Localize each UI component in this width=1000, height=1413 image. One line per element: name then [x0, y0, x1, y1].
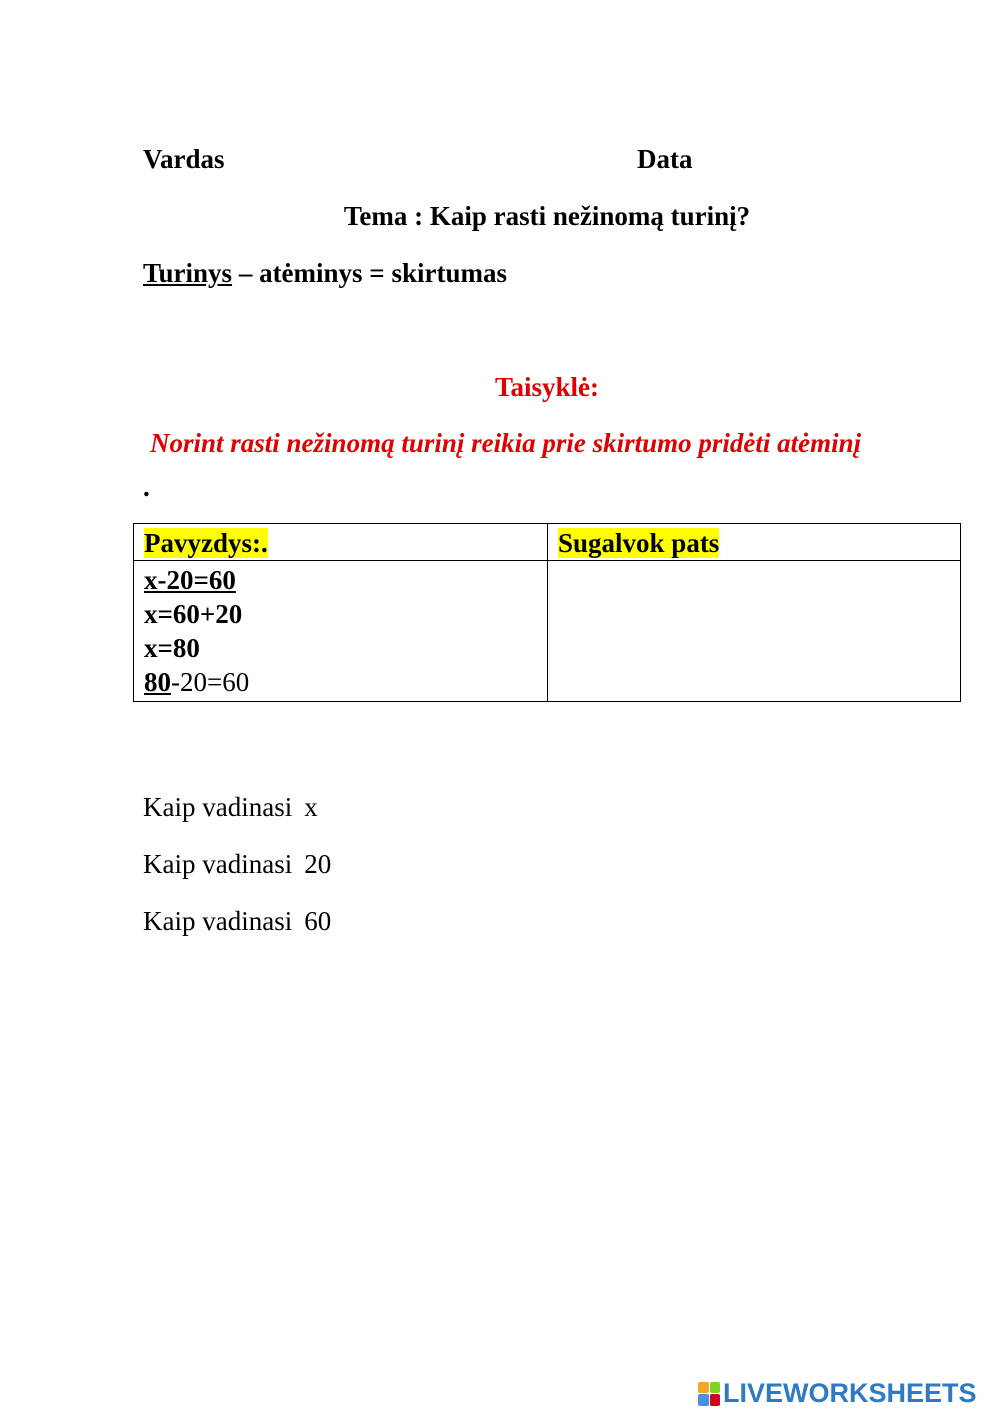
rule-title: Taisyklė: — [494, 372, 600, 402]
liveworksheets-watermark — [698, 1378, 977, 1409]
question-1-value: x — [304, 792, 318, 822]
question-1-label: Kaip vadinasi — [143, 792, 293, 822]
step-line-4-rest: -20=60 — [171, 667, 250, 697]
step-line-4 — [144, 665, 537, 699]
formula-line — [143, 258, 507, 289]
date-label: Data — [637, 144, 693, 174]
example-table — [133, 523, 961, 702]
logo-tile-1 — [698, 1382, 709, 1394]
own-header: Sugalvok pats — [558, 528, 720, 558]
question-3-value: 60 — [304, 906, 332, 936]
logo-tile-2 — [710, 1382, 721, 1394]
rule-text: Norint rasti nežinomą turinį reikia prie skirtumo pridėti atėminį — [150, 428, 862, 458]
liveworksheets-logo-icon — [698, 1382, 720, 1406]
watermark-text: LIVEWORKSHEETS — [723, 1378, 977, 1408]
logo-tile-3 — [698, 1394, 709, 1406]
page-title: Tema : Kaip rasti nežinomą turinį? — [343, 201, 751, 231]
question-2-value: 20 — [304, 849, 332, 879]
example-header: Pavyzdys:. — [144, 528, 268, 558]
question-2-label: Kaip vadinasi — [143, 849, 293, 879]
step-line-3: x=80 — [144, 633, 200, 663]
own-header-cell — [548, 524, 961, 561]
dot-mark: . — [143, 472, 150, 502]
example-header-cell — [134, 524, 548, 561]
step-line-1: x-20=60 — [144, 565, 236, 595]
question-3-label: Kaip vadinasi — [143, 906, 293, 936]
question-3 — [143, 906, 331, 937]
formula-rest: – atėminys = skirtumas — [232, 258, 507, 288]
question-1 — [143, 792, 318, 823]
step-line-4-bold: 80 — [144, 667, 171, 697]
own-answer-cell[interactable] — [548, 561, 961, 702]
example-steps-cell — [134, 561, 548, 702]
step-line-2: x=60+20 — [144, 599, 243, 629]
name-label: Vardas — [143, 144, 225, 174]
formula-term: Turinys — [143, 258, 233, 288]
question-2 — [143, 849, 331, 880]
logo-tile-4 — [710, 1394, 721, 1406]
